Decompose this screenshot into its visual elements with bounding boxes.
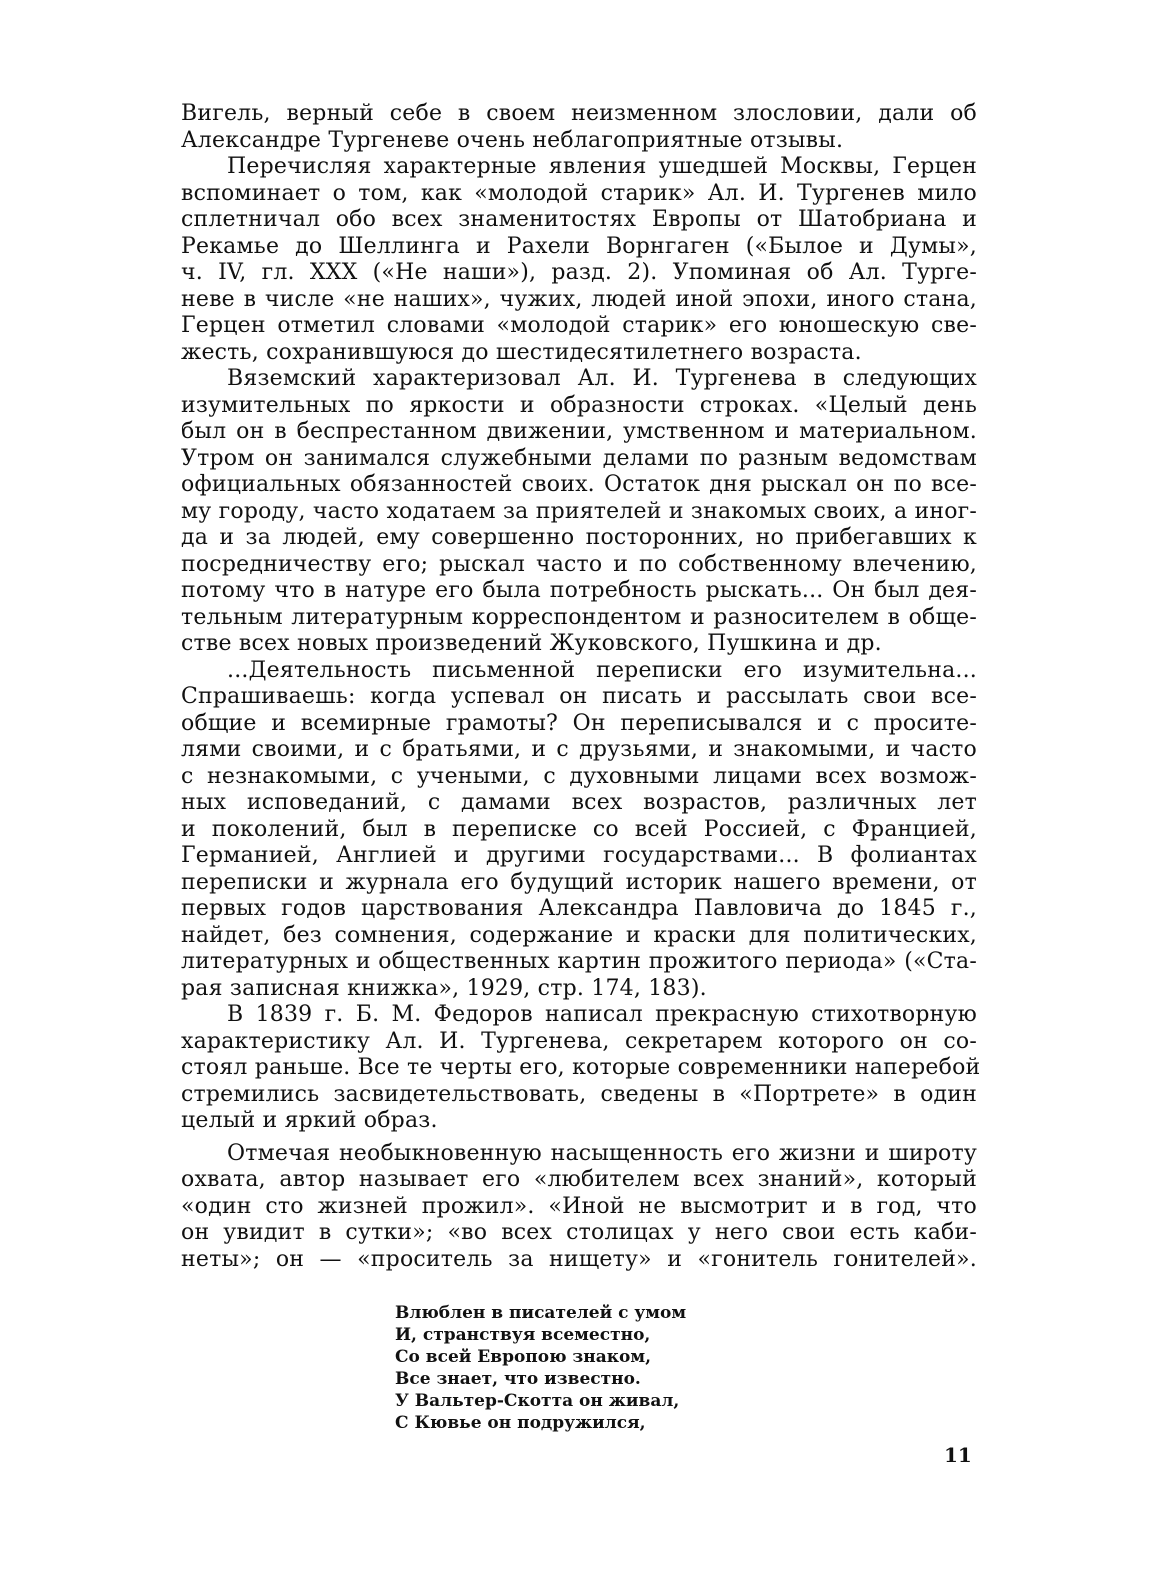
text-line: первых годов царствования Александра Павловича до 1845 г., bbox=[181, 896, 977, 921]
text-line: тельным литературным корреспондентом и разносителем в обще- bbox=[181, 604, 977, 630]
verse-line: С Кювье он подружился, bbox=[395, 1413, 646, 1433]
text-line: Перечисляя характерные явления ушедшей Москвы, Герцен bbox=[227, 154, 977, 179]
paragraph-portrait bbox=[181, 1141, 977, 1274]
text-line: официальных обязанностей своих. Остаток дня рыскал он по все- bbox=[181, 472, 977, 497]
text-line: Александре Тургеневе очень неблагоприятные отзывы. bbox=[181, 127, 844, 153]
text-line: В 1839 г. Б. М. Федоров написал прекрасную стихотворную bbox=[227, 1002, 977, 1027]
text-line: ч. IV, гл. XXX («Не наши»), разд. 2). Упоминая об Ал. Турге- bbox=[181, 260, 977, 285]
verse-line: У Вальтер-Скотта он живал, bbox=[395, 1391, 680, 1411]
text-line: Отмечая необыкновенную насыщенность его жизни и широту bbox=[227, 1140, 977, 1166]
verse-line: И, странствуя всеместно, bbox=[395, 1325, 651, 1345]
text-line: неве в числе «не наших», чужих, людей иной эпохи, иного стана, bbox=[181, 286, 977, 312]
text-line: литературных и общественных картин прожитого периода» («Ста- bbox=[181, 949, 977, 974]
verse-line: Все знает, что известно. bbox=[395, 1369, 641, 1389]
text-line: он увидит в сутки»; «во всех столицах у него свои есть каби- bbox=[181, 1220, 977, 1245]
text-line: жесть, сохранившуюся до шестидесятилетнего возраста. bbox=[181, 339, 862, 365]
text-line: Вяземский характеризовал Ал. И. Тургенева в следующих bbox=[227, 366, 977, 391]
text-line: Вигель, верный себе в своем неизменном злословии, дали об bbox=[181, 101, 977, 126]
text-line: потому что в натуре его была потребность рыскать... Он был дея- bbox=[181, 578, 977, 603]
text-line: лями своими, и с братьями, и с друзьями, и знакомыми, и часто bbox=[181, 737, 977, 762]
verse-line: Со всей Европою знаком, bbox=[395, 1347, 652, 1367]
text-line: Германией, Англией и другими государствами... В фолиантах bbox=[181, 843, 977, 868]
paragraph-herzen bbox=[181, 154, 977, 366]
paragraph-fedorov bbox=[181, 1002, 981, 1135]
paragraph-correspondence bbox=[181, 658, 977, 1003]
verse-line: Влюблен в писателей с умом bbox=[395, 1303, 687, 1323]
text-line: изумительных по яркости и образности строках. «Целый день bbox=[181, 392, 977, 418]
text-line: стоял раньше. Все те черты его, которые современники наперебой bbox=[181, 1055, 981, 1080]
paragraph-vigel bbox=[181, 101, 977, 154]
text-line: неты»; он — «проситель за нищету» и «гонитель гонителей». bbox=[181, 1246, 977, 1272]
text-line: сплетничал обо всех знаменитостях Европы от Шатобриана и bbox=[181, 207, 977, 232]
text-line: ...Деятельность письменной переписки его изумительна... bbox=[227, 657, 977, 683]
text-line: вспоминает о том, как «молодой старик» Ал. И. Тургенев мило bbox=[181, 180, 977, 206]
text-line: целый и яркий образ. bbox=[181, 1108, 438, 1133]
text-line: Рекамье до Шеллинга и Рахели Ворнгаген («Былое и Думы», bbox=[181, 233, 977, 259]
page-number: 11 bbox=[944, 1443, 972, 1467]
text-line: стве всех новых произведений Жуковского, Пушкина и др. bbox=[181, 631, 882, 656]
text-line: Спрашиваешь: когда успевал он писать и рассылать свои все- bbox=[181, 684, 977, 709]
text-line: ных исповеданий, с дамами всех возрастов, различных лет bbox=[181, 790, 977, 815]
text-line: был он в беспрестанном движении, умственном и материальном. bbox=[181, 419, 977, 444]
text-line: рая записная книжка», 1929, стр. 174, 183). bbox=[181, 975, 707, 1001]
text-line: охвата, автор называет его «любителем всех знаний», который bbox=[181, 1167, 977, 1192]
text-line: Утром он занимался служебными делами по разным ведомствам bbox=[181, 445, 977, 471]
verse-quote bbox=[395, 1302, 686, 1434]
text-line: с незнакомыми, с учеными, с духовными лицами всех возмож- bbox=[181, 763, 977, 789]
text-line: стремились засвидетельствовать, сведены в «Портрете» в один bbox=[181, 1081, 977, 1107]
text-line: характеристику Ал. И. Тургенева, секретарем которого он со- bbox=[181, 1028, 977, 1054]
text-line: посредничеству его; рыскал часто и по собственному влечению, bbox=[181, 551, 977, 577]
text-line: му городу, часто ходатаем за приятелей и знакомых своих, а иног- bbox=[181, 498, 977, 524]
text-line: Герцен отметил словами «молодой старик» его юношескую све- bbox=[181, 313, 977, 338]
paragraph-vyazemsky bbox=[181, 366, 977, 658]
text-line: переписки и журнала его будущий историк нашего времени, от bbox=[181, 869, 977, 895]
text-line: и поколений, был в переписке со всей Россией, с Францией, bbox=[181, 816, 977, 842]
body-text bbox=[181, 101, 981, 1273]
text-line: да и за людей, ему совершенно посторонних, но прибегавших к bbox=[181, 525, 977, 550]
text-line: общие и всемирные грамоты? Он переписывался и с просите- bbox=[181, 710, 977, 736]
text-line: «один сто жизней прожил». «Иной не высмотрит и в год, что bbox=[181, 1193, 977, 1219]
text-line: найдет, без сомнения, содержание и краски для политических, bbox=[181, 922, 977, 948]
